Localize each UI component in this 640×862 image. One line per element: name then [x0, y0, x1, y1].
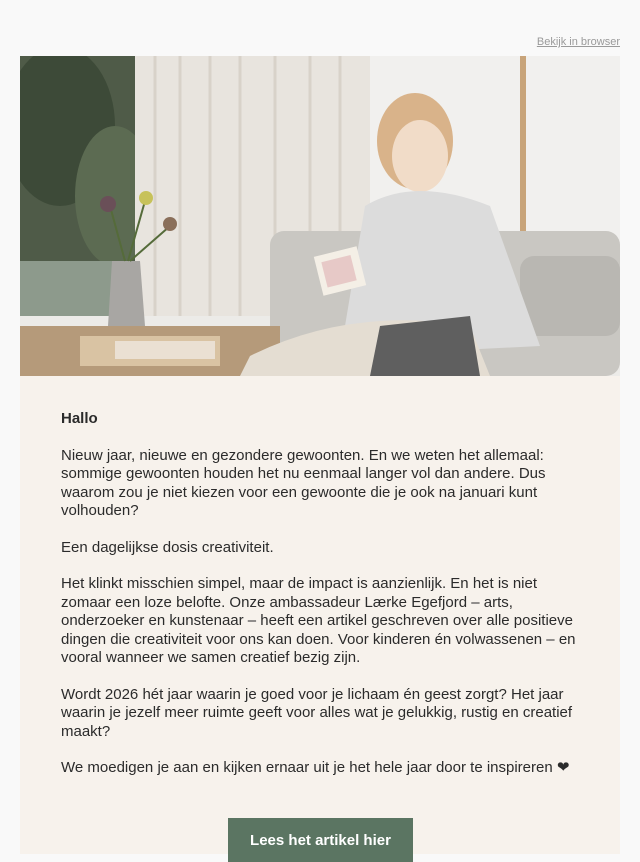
- body-paragraph: We moedigen je aan en kijken ernaar uit je het hele jaar door te inspireren ❤: [61, 759, 570, 776]
- email-header: [0, 0, 640, 56]
- greeting-text: Hallo: [61, 410, 98, 427]
- body-paragraph: Een dagelijkse dosis creativiteit.: [61, 538, 274, 556]
- body-paragraph: Het klinkt misschien simpel, maar de impact is aanzienlijk. En het is niet zomaar een loze belofte. Onze ambassadeur Lærke Egefjord – arts, onderzoeker en kunstenaar – heeft een artikel geschreven over alle positieve dingen die creativiteit voor ons kan doen. Voor kinderen én volwassenen – en vooral wanneer we samen creatief bezig zijn.: [61, 575, 576, 666]
- body-paragraph: Nieuw jaar, nieuwe en gezondere gewoonten. En we weten het allemaal: sommige gewoonten houden het nu eenmaal langer vol dan andere. Dus waarom zou je niet kiezen voor een gewoonte die je ook na januari kunt volhouden?: [61, 446, 546, 519]
- email-body: [20, 376, 620, 778]
- body-paragraph: Wordt 2026 hét jaar waarin je goed voor je lichaam én geest zorgt? Het jaar waarin je jezelf meer ruimte geeft voor alles wat je gelukkig, rustig en creatief maakt?: [61, 685, 573, 740]
- read-article-button[interactable]: Lees het artikel hier: [228, 818, 413, 862]
- view-in-browser-link[interactable]: Bekijk in browser: [536, 36, 620, 48]
- email-content-card: [20, 376, 620, 854]
- photo-woman-crafting-icon: [20, 56, 620, 376]
- hero-image: [20, 56, 620, 376]
